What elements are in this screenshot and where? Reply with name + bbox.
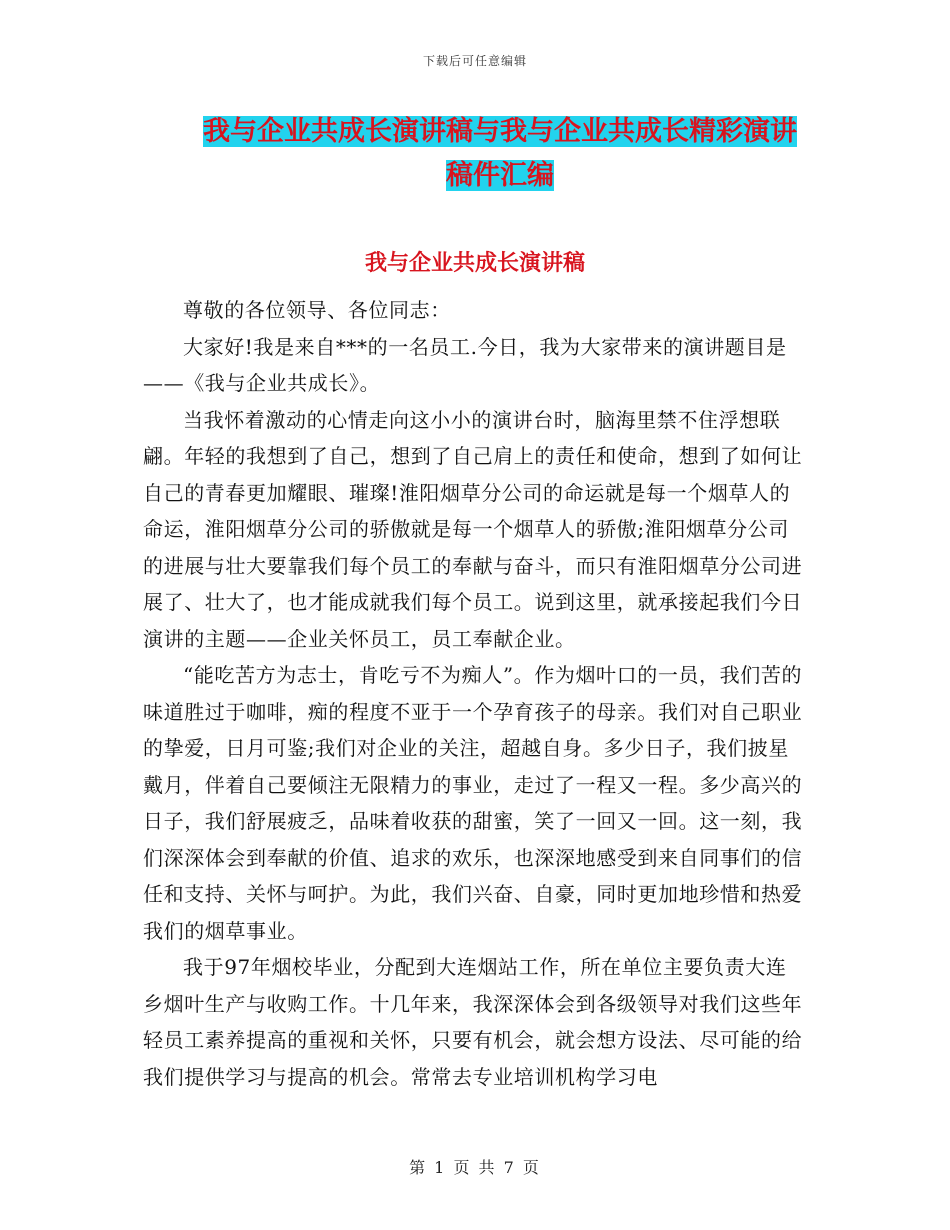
document-title — [190, 110, 810, 198]
page-number: 第 1 页 共 7 页 — [409, 1158, 541, 1177]
paragraph: 我于97年烟校毕业，分配到大连烟站工作，所在单位主要负责大连乡烟叶生产与收购工作。十几年来，我深深体会到各级领导对我们这些年轻员工素养提高的重视和关怀，只要有机会，就会想方设法、尽可能的给我们提供学习与提高的机会。常常去专业培训机构学习电 — [143, 955, 803, 1089]
paragraph: “能吃苦方为志士，肯吃亏不为痴人”。作为烟叶口的一员，我们苦的味道胜过于咖啡，痴的程度不亚于一个孕育孩子的母亲。我们对自己职业的挚爱，日月可鉴;我们对企业的关注，超越自身。多少日子，我们披星戴月，伴着自己要倾注无限精力的事业，走过了一程又一程。多少高兴的日子，我们舒展疲乏，品味着收获的甜蜜，笑了一回又一回。这一刻，我们深深体会到奉献的价值、追求的欢乐，也深深地感受到来自同事们的信任和支持、关怀与呵护。为此，我们兴奋、自豪，同时更加地珍惜和热爱我们的烟草事业。 — [143, 663, 803, 943]
paragraph: 大家好!我是来自***的一名员工.今日，我为大家带来的演讲题目是——《我与企业共成长》。 — [143, 334, 787, 395]
paragraph: 当我怀着激动的心情走向这小小的演讲台时，脑海里禁不住浮想联翩。年轻的我想到了自己，想到了自己肩上的责任和使命，想到了如何让自己的青春更加耀眼、璀璨!淮阳烟草分公司的命运就是每一个烟草人的命运，淮阳烟草分公司的骄傲就是每一个烟草人的骄傲;淮阳烟草分公司的进展与壮大要靠我们每个员工的奉献与奋斗，而只有淮阳烟草分公司进展了、壮大了，也才能成就我们每个员工。说到这里，就承接起我们今日演讲的主题——企业关怀员工，员工奉献企业。 — [143, 407, 803, 651]
header-note: 下载后可任意编辑 — [422, 54, 527, 68]
document-title-text: 我与企业共成长演讲稿与我与企业共成长精彩演讲稿件汇编 — [203, 116, 797, 191]
paragraph-salutation: 尊敬的各位领导、各位同志： — [183, 298, 451, 322]
section-title: 我与企业共成长演讲稿 — [364, 251, 585, 276]
body-text — [143, 292, 807, 1095]
